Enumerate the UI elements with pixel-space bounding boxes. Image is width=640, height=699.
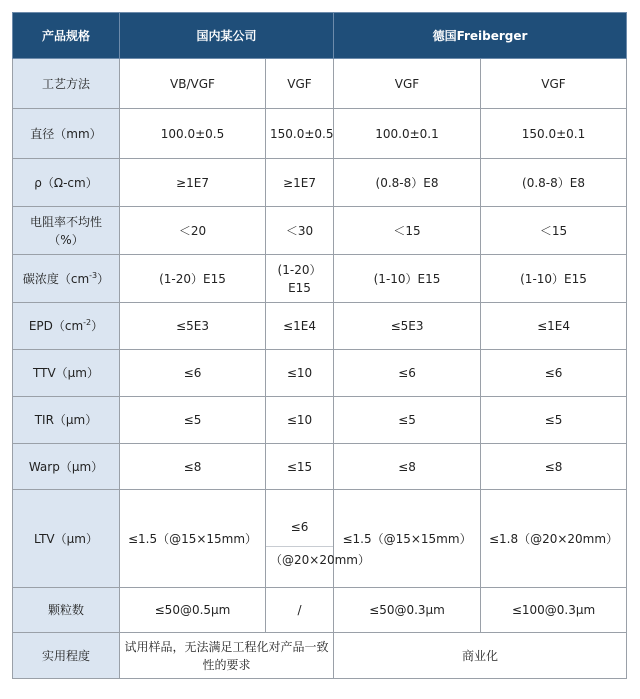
table-row <box>13 633 627 679</box>
header-freiberger: 德国Freiberger <box>334 13 627 59</box>
row-label <box>13 303 120 350</box>
cell: ≤10 <box>266 397 334 444</box>
cell: ≤5 <box>481 397 627 444</box>
cell: 试用样品，无法满足工程化对产品一致性的要求 <box>120 633 334 679</box>
table-row <box>13 350 627 397</box>
cell: ≤5E3 <box>120 303 266 350</box>
cell: ≥1E7 <box>120 159 266 207</box>
row-label-text: ） <box>91 319 104 333</box>
row-label: Warp（μm） <box>13 444 120 490</box>
table-row <box>13 59 627 109</box>
row-label: 实用程度 <box>13 633 120 679</box>
cell: VGF <box>266 59 334 109</box>
superscript: -3 <box>89 270 98 280</box>
cell: ≤6 <box>120 350 266 397</box>
cell: ≤8 <box>334 444 481 490</box>
cell: ≤8 <box>481 444 627 490</box>
cell: 100.0±0.1 <box>334 109 481 159</box>
row-label: LTV（μm） <box>13 490 120 588</box>
row-label <box>13 255 120 303</box>
cell: ≤5 <box>120 397 266 444</box>
cell: / <box>266 588 334 633</box>
row-label: 工艺方法 <box>13 59 120 109</box>
cell: (0.8-8）E8 <box>481 159 627 207</box>
cell: ≤6 <box>334 350 481 397</box>
spec-comparison-table <box>12 12 627 679</box>
row-label: TTV（μm） <box>13 350 120 397</box>
cell: VB/VGF <box>120 59 266 109</box>
table-row <box>13 303 627 350</box>
cell: ＜15 <box>481 207 627 255</box>
table-header-row <box>13 13 627 59</box>
cell: VGF <box>334 59 481 109</box>
superscript: -2 <box>83 318 92 327</box>
table-row <box>13 490 627 588</box>
cell: ≥1E7 <box>266 159 334 207</box>
row-label: ρ（Ω-cm） <box>13 159 120 207</box>
table-row <box>13 397 627 444</box>
table-row <box>13 588 627 633</box>
cell: (1-20）E15 <box>266 255 334 303</box>
row-label: 直径（mm） <box>13 109 120 159</box>
header-spec: 产品规格 <box>13 13 120 59</box>
row-label: 电阻率不均性（%） <box>13 207 120 255</box>
cell: ≤10 <box>266 350 334 397</box>
table-row <box>13 255 627 303</box>
cell: ≤6 <box>481 350 627 397</box>
cell: 商业化 <box>334 633 627 679</box>
cell: ≤15 <box>266 444 334 490</box>
cell: (0.8-8）E8 <box>334 159 481 207</box>
cell: 150.0±0.5 <box>266 109 334 159</box>
row-label-text: 碳浓度（cm <box>22 271 90 286</box>
cell: ≤50@0.5μm <box>120 588 266 633</box>
cell-bottom: （@20×20mm） <box>270 553 370 567</box>
row-label-text: ） <box>97 271 110 286</box>
cell: ≤1.5（@15×15mm） <box>334 490 481 588</box>
header-domestic-company: 国内某公司 <box>120 13 334 59</box>
cell-split <box>266 490 370 588</box>
cell: ≤1.5（@15×15mm） <box>120 490 266 588</box>
row-label-text: EPD（cm <box>28 319 84 333</box>
cell: (1-10）E15 <box>334 255 481 303</box>
cell: ≤50@0.3μm <box>334 588 481 633</box>
cell: (1-10）E15 <box>481 255 627 303</box>
row-label: TIR（μm） <box>13 397 120 444</box>
cell: ＜30 <box>266 207 334 255</box>
table-row <box>13 207 627 255</box>
cell: (1-20）E15 <box>120 255 266 303</box>
cell: ≤1E4 <box>481 303 627 350</box>
row-label: 颗粒数 <box>13 588 120 633</box>
cell: ≤5E3 <box>334 303 481 350</box>
cell: ＜15 <box>334 207 481 255</box>
cell: ≤5 <box>334 397 481 444</box>
table-row <box>13 109 627 159</box>
cell: VGF <box>481 59 627 109</box>
table-row <box>13 159 627 207</box>
cell-top: ≤6 <box>266 508 333 547</box>
cell: 150.0±0.1 <box>481 109 627 159</box>
cell: ＜20 <box>120 207 266 255</box>
cell: ≤1.8（@20×20mm） <box>481 490 627 588</box>
cell: 100.0±0.5 <box>120 109 266 159</box>
table-row <box>13 444 627 490</box>
cell: ≤100@0.3μm <box>481 588 627 633</box>
cell: ≤1E4 <box>266 303 334 350</box>
cell: ≤8 <box>120 444 266 490</box>
